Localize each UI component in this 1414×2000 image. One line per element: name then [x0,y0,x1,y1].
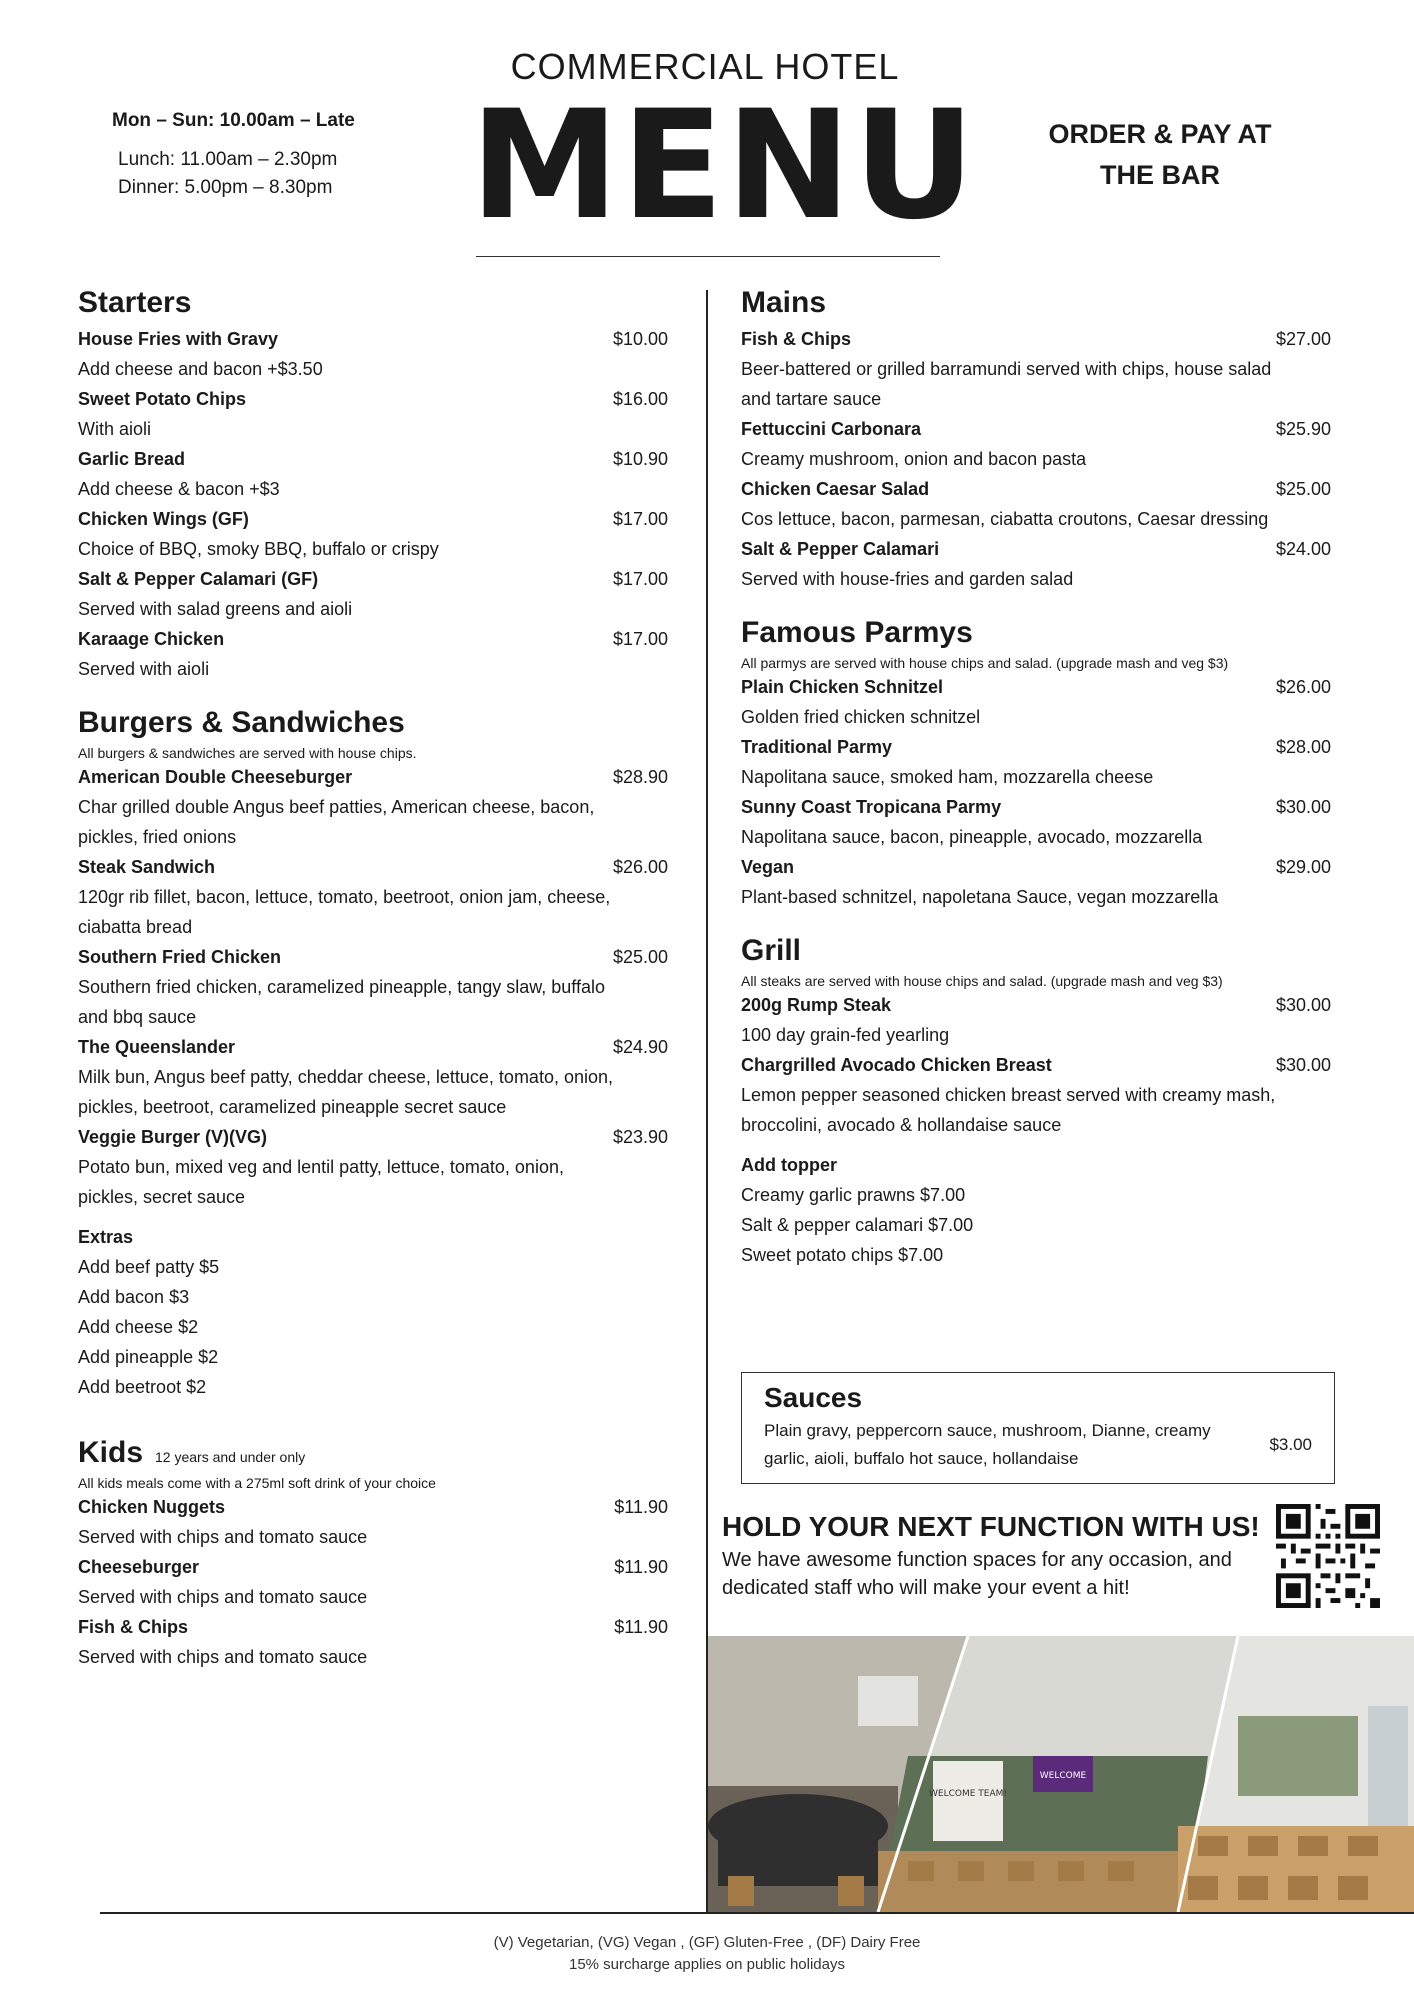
item-price: $17.00 [612,629,668,649]
item-name: Traditional Parmy [741,737,893,757]
menu-item [78,624,668,684]
item-price: $30.00 [1275,797,1331,817]
function-room-photo [708,1636,1414,1912]
menu-item [741,990,1331,1050]
item-description: Cos lettuce, bacon, parmesan, ciabatta croutons, Caesar dressing [741,509,1269,529]
item-description: Potato bun, mixed veg and lentil patty, lettuce, tomato, onion, pickles, secret sauce [78,1157,564,1207]
item-description: Beer-battered or grilled barramundi served with chips, house salad and tartare sauce [741,359,1272,409]
item-price: $25.00 [612,947,668,967]
item-name: Chicken Caesar Salad [741,479,930,499]
menu-item [78,444,668,504]
kids-note: All kids meals come with a 275ml soft drink of your choice [78,1475,436,1491]
item-price: $28.00 [1275,737,1331,757]
item-description: Served with chips and tomato sauce [78,1527,368,1547]
mains-list [741,324,1331,594]
dietary-legend: (V) Vegetarian, (VG) Vegan , (GF) Gluten-Free , (DF) Dairy Free [493,1934,921,1951]
footer-divider [100,1912,1414,1914]
header-divider [476,256,940,257]
item-description: Southern fried chicken, caramelized pineapple, tangy slaw, buffalo and bbq sauce [78,977,605,1027]
item-description: 120gr rib fillet, bacon, lettuce, tomato, beetroot, onion jam, cheese, ciabatta bread [78,887,611,937]
menu-item [78,1552,668,1612]
tv-welcome-text: WELCOME [1039,1771,1087,1781]
item-description: With aioli [78,419,152,439]
item-price: $26.00 [1275,677,1331,697]
menu-title: MENU [470,79,978,253]
menu-item [741,792,1331,852]
menu-item [741,1050,1331,1140]
left-column [78,282,668,1672]
starters-list [78,324,668,684]
burgers-title: Burgers & Sandwiches [78,706,405,739]
item-name: Plain Chicken Schnitzel [741,677,944,697]
kids-list [78,1492,668,1672]
item-description: Lemon pepper seasoned chicken breast served with creamy mash, broccolini, avocado & hollandaise sauce [741,1085,1276,1135]
item-name: Chargrilled Avocado Chicken Breast [741,1055,1052,1075]
dinner-hours: Dinner: 5.00pm – 8.30pm [118,177,333,198]
item-name: Sweet Potato Chips [78,389,247,409]
topper-list [741,1180,1331,1270]
item-name: Fish & Chips [741,329,852,349]
menu-item [78,384,668,444]
item-name: Karaage Chicken [78,629,225,649]
starters-title: Starters [78,286,192,319]
item-price: $25.00 [1275,479,1331,499]
menu-item [78,564,668,624]
item-description: Creamy mushroom, onion and bacon pasta [741,449,1087,469]
item-name: American Double Cheeseburger [78,767,353,787]
function-room-collage [708,1636,1414,1912]
menu-item [741,414,1331,474]
item-description: Plant-based schnitzel, napoletana Sauce, vegan mozzarella [741,887,1219,907]
item-name: Veggie Burger (V)(VG) [78,1127,268,1147]
item-name: The Queenslander [78,1037,236,1057]
item-name: Salt & Pepper Calamari (GF) [78,569,319,589]
sauces-title: Sauces [764,1382,863,1413]
menu-item [78,1492,668,1552]
mains-title: Mains [741,286,827,319]
item-name: 200g Rump Steak [741,995,892,1015]
menu-item [741,474,1331,534]
item-price: $29.00 [1275,857,1331,877]
item-price: $11.90 [614,1617,668,1637]
item-description: Served with chips and tomato sauce [78,1647,368,1667]
item-price: $25.90 [1275,419,1331,439]
item-price: $26.00 [612,857,668,877]
item-name: Steak Sandwich [78,857,216,877]
menu-item [78,1612,668,1672]
whiteboard-text: WELCOME TEAM! [929,1789,1007,1799]
item-price: $23.90 [612,1127,668,1147]
item-name: Vegan [741,857,795,877]
grill-title: Grill [741,934,802,967]
item-price: $24.00 [1275,539,1331,559]
topper-item: Creamy garlic prawns $7.00 [741,1185,966,1205]
order-pay-notice [1030,114,1290,196]
item-price: $11.90 [614,1557,668,1577]
extras-title: Extras [78,1227,134,1247]
item-description: Golden fried chicken schnitzel [741,707,981,727]
function-promo [722,1508,1262,1602]
item-description: Char grilled double Angus beef patties, American cheese, bacon, pickles, fried onions [78,797,595,847]
grill-list [741,990,1331,1140]
item-price: $28.90 [612,767,668,787]
item-name: Sunny Coast Tropicana Parmy [741,797,1002,817]
item-name: House Fries with Gravy [78,329,279,349]
right-column [741,282,1331,1270]
extra-item: Add beef patty $5 [78,1257,220,1277]
hours-main: Mon – Sun: 10.00am – Late [112,110,355,131]
item-price: $10.00 [612,329,668,349]
item-name: Chicken Nuggets [78,1497,226,1517]
item-price: $27.00 [1275,329,1331,349]
hotel-name: COMMERCIAL HOTEL [510,46,900,87]
menu-item [78,1122,668,1212]
menu-item [78,762,668,852]
extra-item: Add bacon $3 [78,1287,190,1307]
surcharge-note: 15% surcharge applies on public holidays [568,1956,845,1973]
menu-item [741,852,1331,912]
qr-code-icon[interactable] [1276,1504,1380,1608]
item-price: $10.90 [612,449,668,469]
item-name: Fettuccini Carbonara [741,419,922,439]
item-name: Chicken Wings (GF) [78,509,249,529]
extra-item: Add beetroot $2 [78,1377,207,1397]
item-price: $11.90 [614,1497,668,1517]
menu-item [78,324,668,384]
item-description: Choice of BBQ, smoky BBQ, buffalo or crispy [78,539,439,559]
order-line-1: ORDER & PAY AT [1048,119,1272,149]
item-name: Fish & Chips [78,1617,189,1637]
parmys-title: Famous Parmys [741,616,973,649]
menu-item [78,942,668,1032]
topper-item: Salt & pepper calamari $7.00 [741,1215,974,1235]
item-name: Salt & Pepper Calamari [741,539,940,559]
item-name: Southern Fried Chicken [78,947,282,967]
extras-list [78,1252,668,1402]
item-description: Served with chips and tomato sauce [78,1587,368,1607]
sauces-description: Plain gravy, peppercorn sauce, mushroom, Dianne, creamy garlic, aioli, buffalo hot sauce, hollandaise [764,1421,1211,1468]
sauces-box [741,1372,1335,1484]
menu-item [741,672,1331,732]
menu-item [78,1032,668,1122]
extra-item: Add cheese $2 [78,1317,199,1337]
item-price: $16.00 [612,389,668,409]
item-description: Add cheese & bacon +$3 [78,479,280,499]
item-description: Napolitana sauce, bacon, pineapple, avocado, mozzarella [741,827,1203,847]
promo-heading: HOLD YOUR NEXT FUNCTION WITH US! [722,1511,1260,1542]
menu-item [741,534,1331,594]
grill-note: All steaks are served with house chips and salad. (upgrade mash and veg $3) [741,973,1223,989]
kids-age-note: 12 years and under only [155,1449,306,1465]
topper-item: Sweet potato chips $7.00 [741,1245,944,1265]
kids-title: Kids [78,1436,144,1469]
extra-item: Add pineapple $2 [78,1347,219,1367]
kids-header [78,1432,668,1474]
item-price: $17.00 [612,509,668,529]
item-description: Add cheese and bacon +$3.50 [78,359,323,379]
opening-hours [112,110,372,202]
parmys-list [741,672,1331,912]
item-name: Cheeseburger [78,1557,200,1577]
burgers-note: All burgers & sandwiches are served with house chips. [78,745,417,761]
item-price: $24.90 [612,1037,668,1057]
menu-item [78,504,668,564]
menu-item [78,852,668,942]
parmys-note: All parmys are served with house chips and salad. (upgrade mash and veg $3) [741,655,1229,671]
item-description: Served with house-fries and garden salad [741,569,1074,589]
menu-item [741,324,1331,414]
item-description: Milk bun, Angus beef patty, cheddar cheese, lettuce, tomato, onion, pickles, beetroot, caramelized pineapple secret sauce [78,1067,613,1117]
promo-body: We have awesome function spaces for any occasion, and dedicated staff who will make your event a hit! [722,1549,1232,1599]
sauces-price: $3.00 [1269,1435,1312,1454]
burgers-list [78,762,668,1212]
item-description: Napolitana sauce, smoked ham, mozzarella cheese [741,767,1154,787]
footer [0,1932,1414,1976]
lunch-hours: Lunch: 11.00am – 2.30pm [118,149,338,170]
item-description: 100 day grain-fed yearling [741,1025,950,1045]
order-line-2: THE BAR [1100,160,1220,190]
item-price: $17.00 [612,569,668,589]
item-price: $30.00 [1275,1055,1331,1075]
topper-title: Add topper [741,1155,837,1175]
item-name: Garlic Bread [78,449,186,469]
item-description: Served with salad greens and aioli [78,599,353,619]
item-price: $30.00 [1275,995,1331,1015]
menu-item [741,732,1331,792]
item-description: Served with aioli [78,659,210,679]
